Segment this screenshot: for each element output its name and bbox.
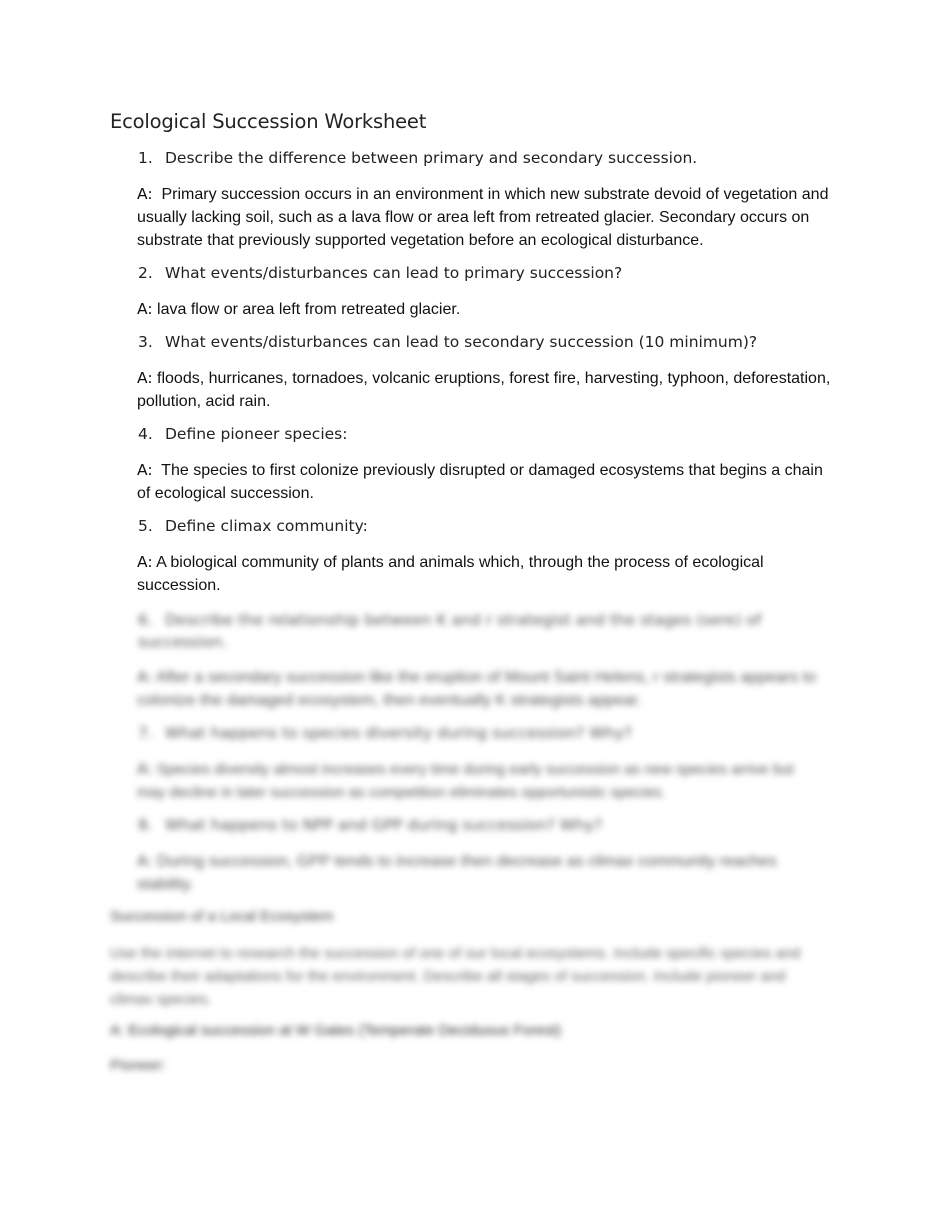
question-text: Define pioneer species: bbox=[165, 425, 348, 443]
answer-5 bbox=[137, 551, 837, 597]
question-number: 4. bbox=[138, 425, 153, 443]
answer-text: During succession, GPP tends to increase then decrease as climax community reaches stability. bbox=[137, 853, 777, 893]
page-title: Ecological Succession Worksheet bbox=[110, 110, 427, 133]
answer-prefix: A: bbox=[137, 852, 153, 870]
question-text: Describe the relationship between K and r strategist and the stages (sere) of succession. bbox=[138, 611, 762, 651]
question-text: What happens to NPP and GPP during succession? Why? bbox=[165, 816, 603, 834]
answer-prefix: A: bbox=[137, 461, 153, 479]
question-8 bbox=[138, 816, 602, 834]
answer-prefix: A: bbox=[137, 185, 153, 203]
question-number: 8. bbox=[138, 816, 153, 834]
question-number: 6. bbox=[138, 611, 153, 629]
question-text: What happens to species diversity during succession? Why? bbox=[165, 724, 632, 742]
answer-text: A biological community of plants and animals which, through the process of ecological succession. bbox=[137, 554, 764, 594]
question-text: Describe the difference between primary and secondary succession. bbox=[165, 149, 698, 167]
answer-text: lava flow or area left from retreated glacier. bbox=[157, 301, 461, 318]
question-text: Define climax community: bbox=[165, 517, 368, 535]
answer-2 bbox=[137, 298, 837, 321]
question-number: 5. bbox=[138, 517, 153, 535]
answer-prefix: A: bbox=[137, 369, 153, 387]
question-1 bbox=[138, 149, 697, 167]
question-2 bbox=[138, 264, 622, 282]
answer-prefix: A: bbox=[137, 553, 153, 571]
question-5 bbox=[138, 517, 368, 535]
answer-text: Species diversity almost increases every time during early succession as new species arrive but may decline in later succession as competition eliminates opportunistic species. bbox=[137, 761, 794, 801]
question-6 bbox=[138, 609, 768, 653]
section-heading: Succession of a Local Ecosystem bbox=[110, 908, 334, 925]
answer-6 bbox=[137, 666, 832, 712]
answer-prefix: A: bbox=[137, 760, 153, 778]
section-instructions: Use the internet to research the succession of one of our local ecosystems. Include specific species and describe their adaptations for the environment. Describe all stages of succession. Include pioneer and climax species. bbox=[110, 945, 801, 1008]
answer-8 bbox=[137, 850, 817, 896]
answer-prefix: A: bbox=[137, 668, 153, 686]
question-number: 7. bbox=[138, 724, 153, 742]
answer-text: After a secondary succession like the eruption of Mount Saint Helens, r strategists appears to colonize the damaged ecosystem, then eventually K strategists appear. bbox=[137, 669, 817, 709]
answer-3 bbox=[137, 367, 837, 413]
answer-1 bbox=[137, 183, 837, 252]
question-text: What events/disturbances can lead to primary succession? bbox=[165, 264, 623, 282]
question-4 bbox=[138, 425, 347, 443]
question-text: What events/disturbances can lead to secondary succession (10 minimum)? bbox=[165, 333, 758, 351]
answer-text: The species to first colonize previously disrupted or damaged ecosystems that begins a chain of ecological succession. bbox=[137, 462, 823, 502]
question-3 bbox=[138, 333, 757, 351]
question-number: 1. bbox=[138, 149, 153, 167]
section-item: A: Ecological succession at W Gates (Temperate Deciduous Forest) bbox=[110, 1022, 562, 1039]
section-subheading: Pioneer: bbox=[110, 1057, 166, 1074]
question-number: 3. bbox=[138, 333, 153, 351]
question-7 bbox=[138, 724, 632, 742]
answer-prefix: A: bbox=[137, 300, 153, 318]
answer-text: Primary succession occurs in an environment in which new substrate devoid of vegetation and usually lacking soil, such as a lava flow or area left from retreated glacier. Secondary occurs on substrate that previously supported vegetation before an ecological disturbance. bbox=[137, 186, 829, 249]
question-number: 2. bbox=[138, 264, 153, 282]
answer-7 bbox=[137, 758, 817, 804]
answer-4 bbox=[137, 459, 837, 505]
answer-text: floods, hurricanes, tornadoes, volcanic eruptions, forest fire, harvesting, typhoon, deforestation, pollution, acid rain. bbox=[137, 370, 831, 410]
